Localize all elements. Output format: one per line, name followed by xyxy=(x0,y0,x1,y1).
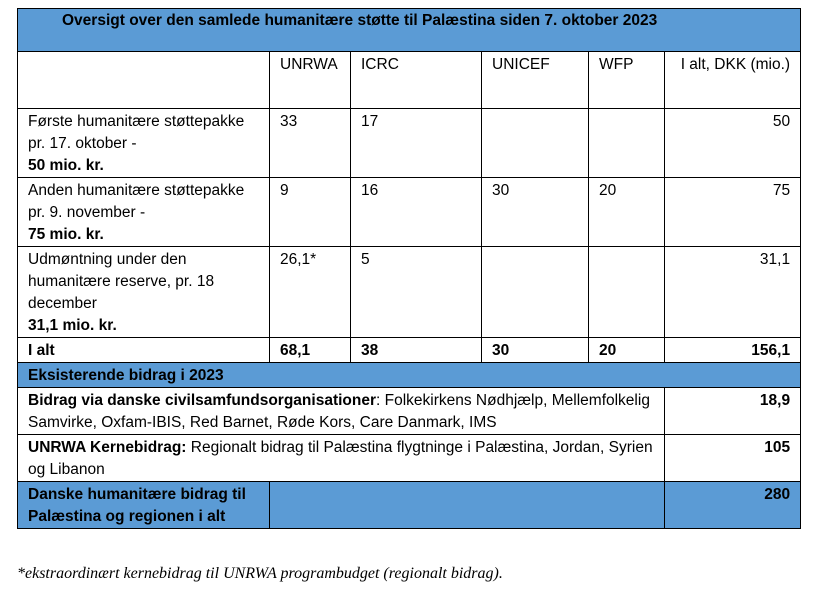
row-description xyxy=(18,247,270,338)
totals-wfp: 20 xyxy=(589,338,665,363)
grand-total-label: Danske humanitære bidrag til Palæstina og regionen i alt xyxy=(18,482,270,529)
row-amount-label: 50 mio. kr. xyxy=(28,157,104,174)
civil-society-row xyxy=(18,388,801,435)
grand-total-spacer xyxy=(270,482,665,529)
unrwa-core-description xyxy=(18,435,665,482)
cell-icrc: 17 xyxy=(351,109,482,178)
unrwa-core-row xyxy=(18,435,801,482)
civil-society-label: Bidrag via danske civilsamfundsorganisationer xyxy=(28,392,377,409)
row-amount-label: 31,1 mio. kr. xyxy=(28,317,117,334)
civil-society-description xyxy=(18,388,665,435)
header-wfp: WFP xyxy=(589,52,665,109)
cell-unicef: 30 xyxy=(482,178,589,247)
grand-total-value: 280 xyxy=(665,482,801,529)
header-icrc: ICRC xyxy=(351,52,482,109)
header-unrwa: UNRWA xyxy=(270,52,351,109)
cell-unrwa: 26,1* xyxy=(270,247,351,338)
cell-wfp xyxy=(589,109,665,178)
table-row xyxy=(18,247,801,338)
grand-total-row xyxy=(18,482,801,529)
unrwa-core-label: UNRWA Kernebidrag: xyxy=(28,439,187,456)
totals-unrwa: 68,1 xyxy=(270,338,351,363)
cell-unicef xyxy=(482,247,589,338)
aid-overview-table xyxy=(17,8,801,529)
cell-unrwa: 9 xyxy=(270,178,351,247)
existing-header-row xyxy=(18,363,801,388)
cell-wfp xyxy=(589,247,665,338)
totals-total: 156,1 xyxy=(665,338,801,363)
totals-row xyxy=(18,338,801,363)
row-description xyxy=(18,178,270,247)
cell-wfp: 20 xyxy=(589,178,665,247)
civil-society-text: : Folkekirkens Nødhjælp, Mellemfolkelig Samvirke, Oxfam-IBIS, Red Barnet, Røde Kors, Care Danmark, IMS xyxy=(28,392,650,431)
totals-unicef: 30 xyxy=(482,338,589,363)
unrwa-core-total: 105 xyxy=(665,435,801,482)
existing-contributions-heading: Eksisterende bidrag i 2023 xyxy=(18,363,801,388)
cell-unrwa: 33 xyxy=(270,109,351,178)
unrwa-core-text: Regionalt bidrag til Palæstina flygtninge i Palæstina, Jordan, Syrien og Libanon xyxy=(28,439,653,478)
cell-total: 31,1 xyxy=(665,247,801,338)
table-row xyxy=(18,109,801,178)
row-desc-text: Første humanitære støttepakke pr. 17. oktober - xyxy=(28,113,245,152)
footnote: *ekstraordinært kernebidrag til UNRWA programbudget (regionalt bidrag). xyxy=(17,565,503,582)
totals-label: I alt xyxy=(18,338,270,363)
row-desc-text: Udmøntning under den humanitære reserve, pr. 18 december xyxy=(28,251,215,312)
cell-total: 50 xyxy=(665,109,801,178)
header-unicef: UNICEF xyxy=(482,52,589,109)
totals-icrc: 38 xyxy=(351,338,482,363)
row-desc-text: Anden humanitære støttepakke pr. 9. november - xyxy=(28,182,245,221)
table-title: Oversigt over den samlede humanitære støtte til Palæstina siden 7. oktober 2023 xyxy=(18,9,801,52)
table-row xyxy=(18,178,801,247)
row-amount-label: 75 mio. kr. xyxy=(28,226,104,243)
row-description xyxy=(18,109,270,178)
header-label xyxy=(18,52,270,109)
cell-unicef xyxy=(482,109,589,178)
header-total: I alt, DKK (mio.) xyxy=(665,52,801,109)
civil-society-total: 18,9 xyxy=(665,388,801,435)
cell-icrc: 16 xyxy=(351,178,482,247)
cell-total: 75 xyxy=(665,178,801,247)
header-row xyxy=(18,52,801,109)
cell-icrc: 5 xyxy=(351,247,482,338)
